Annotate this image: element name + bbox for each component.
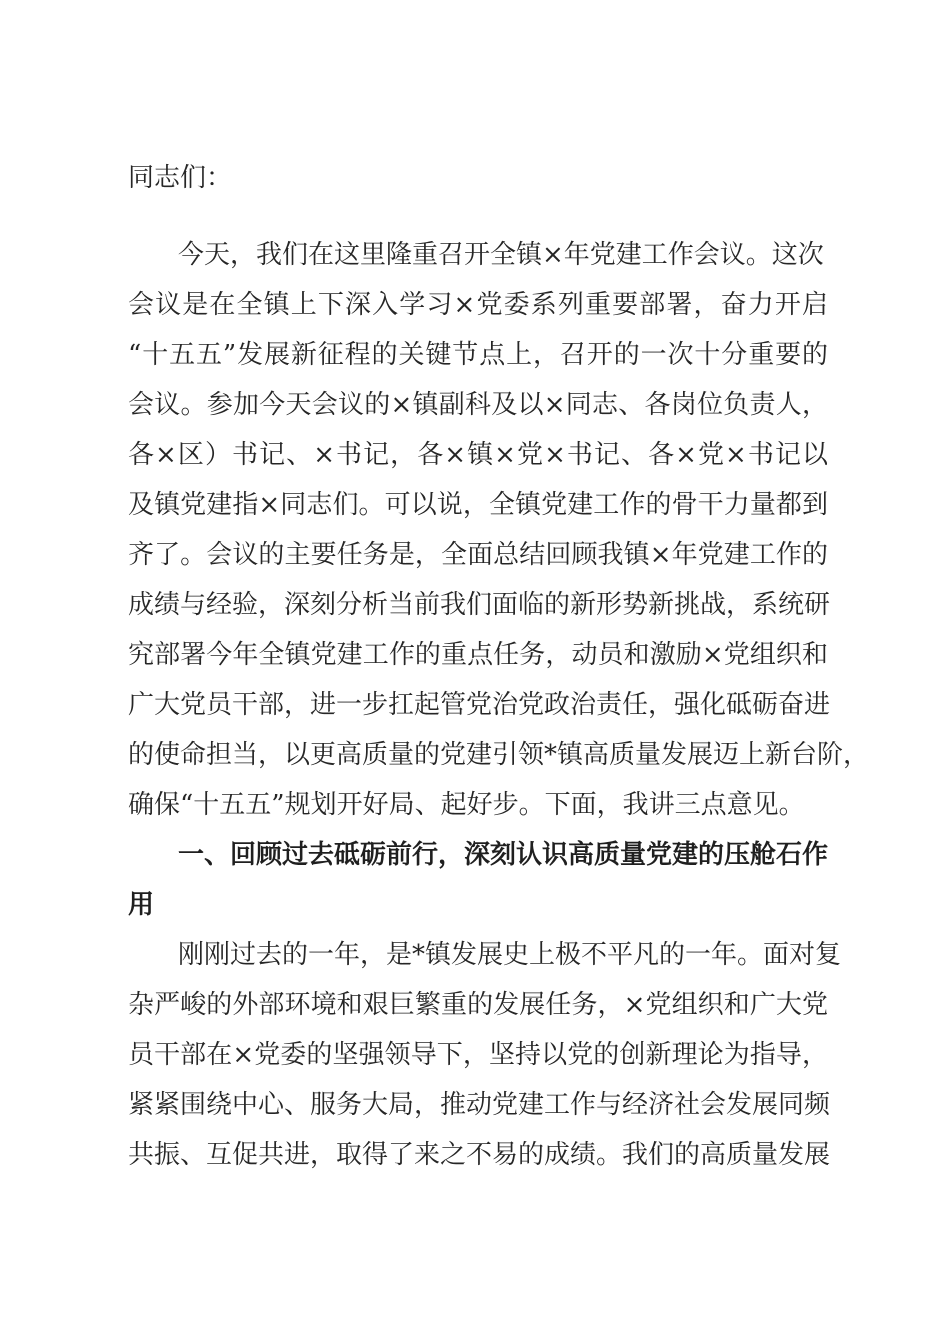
paragraph-line: 刚刚过去的一年，是*镇发展史上极不平凡的一年。面对复 (178, 940, 842, 970)
paragraph-line: 及镇党建指×同志们。可以说，全镇党建工作的骨干力量都到 (128, 490, 828, 520)
paragraph-line: 确保“十五五”规划开好局、起好步。下面，我讲三点意见。 (128, 790, 805, 820)
paragraph-line: 今天，我们在这里隆重召开全镇×年党建工作会议。这次 (178, 240, 824, 270)
paragraph-line: 成绩与经验，深刻分析当前我们面临的新形势新挑战，系统研 (128, 590, 831, 620)
paragraph-line: 会议。参加今天会议的×镇副科及以×同志、各岗位负责人， (128, 390, 828, 420)
paragraph-line: 共振、互促共进，取得了来之不易的成绩。我们的高质量发展 (128, 1140, 831, 1170)
paragraph-line: 员干部在×党委的坚强领导下，坚持以党的创新理论为指导， (128, 1040, 828, 1070)
paragraph-line: 各×区）书记、×书记，各×镇×党×书记、各×党×书记以 (128, 440, 828, 470)
paragraph-line: 杂严峻的外部环境和艰巨繁重的发展任务，×党组织和广大党 (128, 990, 828, 1020)
paragraph-line: 的使命担当，以更高质量的党建引领*镇高质量发展迈上新台阶， (128, 740, 870, 770)
paragraph-line: 究部署今年全镇党建工作的重点任务，动员和激励×党组织和 (128, 640, 828, 670)
paragraph-line: 齐了。会议的主要任务是，全面总结回顾我镇×年党建工作的 (128, 540, 828, 570)
heading-line: 用 (128, 890, 155, 920)
heading-line: 一、回顾过去砥砺前行，深刻认识高质量党建的压舱石作 (178, 840, 829, 870)
paragraph-line: 会议是在全镇上下深入学习×党委系列重要部署，奋力开启 (128, 290, 828, 320)
paragraph-line: 紧紧围绕中心、服务大局，推动党建工作与经济社会发展同频 (128, 1090, 831, 1120)
paragraph-line: “十五五”发展新征程的关键节点上，召开的一次十分重要的 (128, 340, 828, 370)
salutation: 同志们： (128, 163, 233, 193)
paragraph-line: 广大党员干部，进一步扛起管党治党政治责任，强化砥砺奋进 (128, 690, 831, 720)
